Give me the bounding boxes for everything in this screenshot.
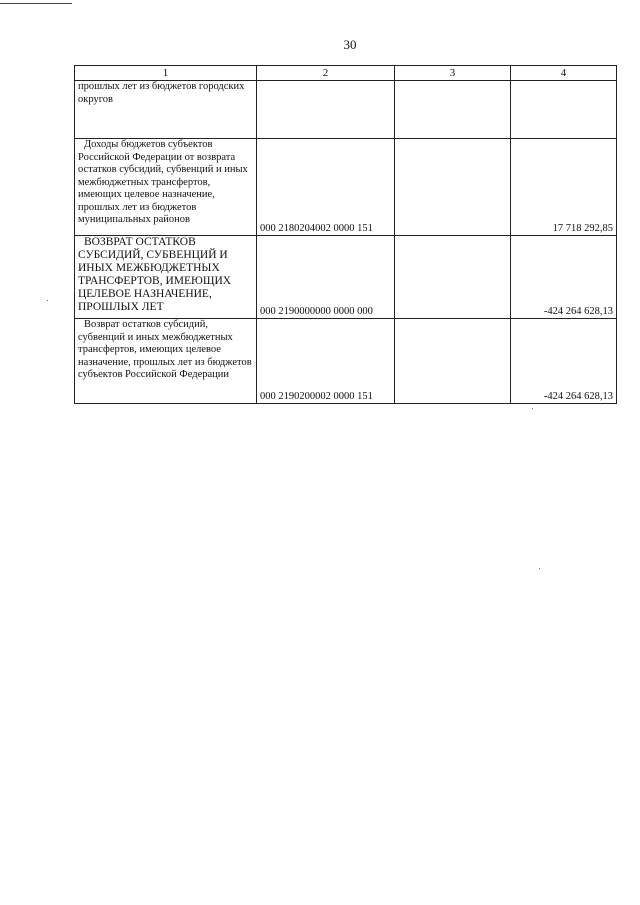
table-row <box>75 236 617 319</box>
row-code-cell: 000 2180204002 0000 151 <box>257 139 395 236</box>
row-col3-cell <box>395 81 511 139</box>
row-amount-cell <box>511 81 617 139</box>
table-row <box>75 81 617 139</box>
column-header-2: 2 <box>257 66 395 81</box>
table-row <box>75 139 617 236</box>
row-name-cell: ВОЗВРАТ ОСТАТКОВ СУБСИДИЙ, СУБВЕНЦИЙ И ИНЫХ МЕЖБЮДЖЕТНЫХ ТРАНСФЕРТОВ, ИМЕЮЩИХ ЦЕЛЕВОЕ НАЗНАЧЕНИЕ, ПРОШЛЫХ ЛЕТ <box>75 236 257 319</box>
row-amount-cell: -424 264 628,13 <box>511 236 617 319</box>
row-col3-cell <box>395 139 511 236</box>
row-name-cell: Доходы бюджетов субъектов Российской Федерации от возврата остатков субсидий, субвенций и иных межбюджетных трансфертов, имеющих целевое назначение, прошлых лет из бюджетов муниципальных районов <box>75 139 257 236</box>
table-row <box>75 319 617 404</box>
top-edge-rule <box>0 3 72 4</box>
scan-speck <box>539 568 540 569</box>
scan-speck <box>47 300 48 301</box>
row-col3-cell <box>395 319 511 404</box>
row-code-cell: 000 2190000000 0000 000 <box>257 236 395 319</box>
row-amount-cell: 17 718 292,85 <box>511 139 617 236</box>
budget-revenue-table <box>74 65 617 404</box>
page-number: 30 <box>343 37 357 52</box>
column-header-3: 3 <box>395 66 511 81</box>
scan-speck <box>532 408 533 409</box>
column-header-4: 4 <box>511 66 617 81</box>
row-amount-cell: -424 264 628,13 <box>511 319 617 404</box>
table-header-row <box>75 66 617 81</box>
row-name-cell: Возврат остатков субсидий, субвенций и иных межбюджетных трансфертов, имеющих целевое назначение, прошлых лет из бюджетов субъектов Российской Федерации <box>75 319 257 404</box>
row-code-cell: 000 2190200002 0000 151 <box>257 319 395 404</box>
row-name-cell: прошлых лет из бюджетов городских округов <box>75 81 257 139</box>
row-col3-cell <box>395 236 511 319</box>
column-header-1: 1 <box>75 66 257 81</box>
row-code-cell <box>257 81 395 139</box>
